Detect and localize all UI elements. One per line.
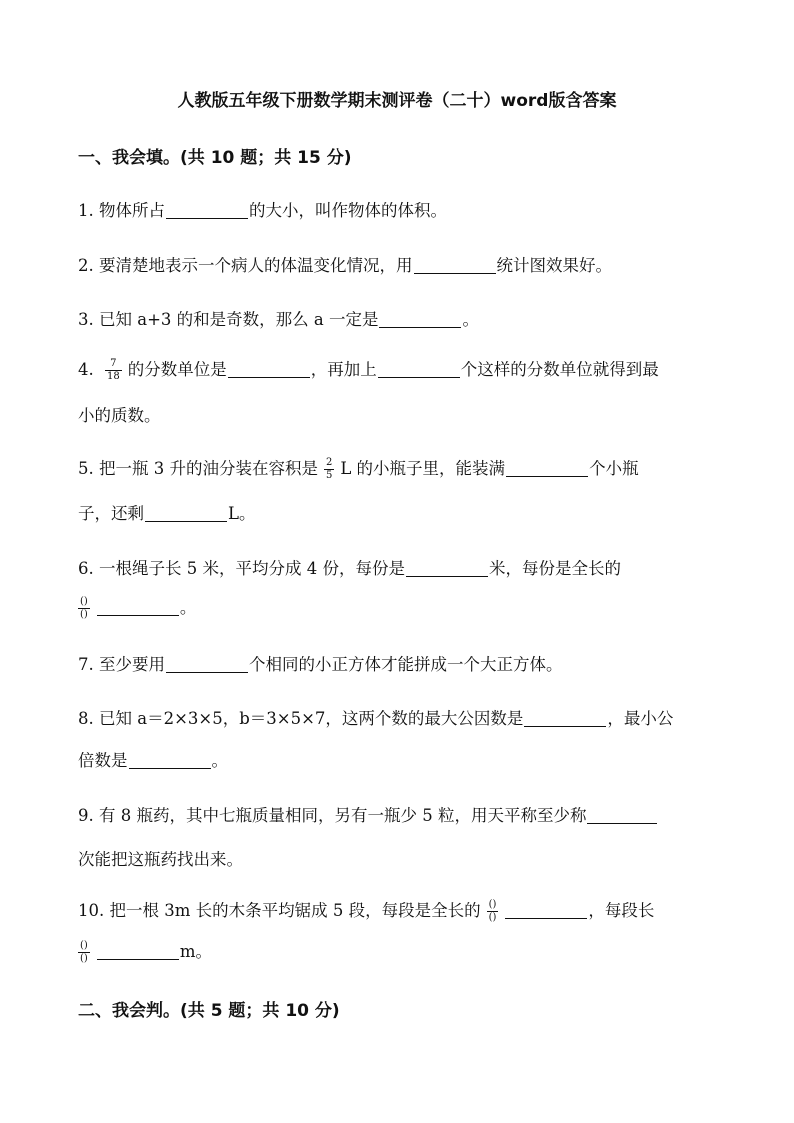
question-text: 2. 要清楚地表示一个病人的体温变化情况，用 bbox=[78, 256, 413, 275]
answer-blank[interactable] bbox=[129, 752, 211, 770]
fraction bbox=[487, 899, 499, 924]
question-8-continued bbox=[78, 747, 228, 771]
answer-blank[interactable] bbox=[414, 257, 496, 275]
fraction bbox=[324, 457, 334, 482]
question-text: 个相同的小正方体才能拼成一个大正方体。 bbox=[249, 655, 563, 674]
question-text: 5. 把一瓶 3 升的油分装在容积是 bbox=[78, 459, 318, 478]
question-text: 个小瓶 bbox=[589, 459, 639, 478]
question-1 bbox=[78, 197, 447, 221]
question-text: m。 bbox=[179, 942, 212, 961]
fraction-denominator: () bbox=[80, 953, 88, 964]
answer-blank[interactable] bbox=[166, 202, 248, 220]
question-text: 7. 至少要用 bbox=[78, 655, 165, 674]
question-5 bbox=[78, 455, 639, 482]
question-text: 。 bbox=[211, 751, 228, 770]
question-3 bbox=[78, 306, 479, 330]
question-number: 4. bbox=[78, 360, 94, 379]
question-text: 米，每份是全长的 bbox=[488, 559, 621, 578]
question-5-continued bbox=[78, 500, 255, 524]
fraction-denominator: () bbox=[488, 912, 497, 923]
question-9 bbox=[78, 802, 658, 826]
question-text: ，最小公 bbox=[607, 709, 674, 728]
question-2 bbox=[78, 252, 612, 276]
answer-blank[interactable] bbox=[97, 943, 179, 961]
question-text: 的大小，叫作物体的体积。 bbox=[249, 201, 447, 220]
question-4 bbox=[78, 356, 659, 383]
question-text: 1. 物体所占 bbox=[78, 201, 165, 220]
answer-blank[interactable] bbox=[166, 656, 248, 674]
fraction-denominator: 5 bbox=[325, 470, 333, 481]
question-9-continued: 次能把这瓶药找出来。 bbox=[78, 850, 243, 869]
question-text: 9. 有 8 瓶药，其中七瓶质量相同，另有一瓶少 5 粒，用天平称至少称 bbox=[78, 806, 587, 825]
answer-blank[interactable] bbox=[228, 361, 310, 379]
question-text: ，每段长 bbox=[588, 901, 655, 920]
fraction bbox=[78, 940, 90, 965]
question-text: 倍数是 bbox=[78, 751, 128, 770]
fraction bbox=[105, 358, 122, 383]
fraction-numerator: () bbox=[80, 596, 88, 607]
question-text: 。 bbox=[462, 310, 479, 329]
question-text: 统计图效果好。 bbox=[496, 256, 612, 275]
answer-blank[interactable] bbox=[97, 599, 179, 617]
question-4-continued: 小的质数。 bbox=[78, 406, 161, 425]
answer-blank[interactable] bbox=[379, 311, 461, 329]
question-text: ，再加上 bbox=[310, 360, 377, 379]
question-text: 6. 一根绳子长 5 米，平均分成 4 份，每份是 bbox=[78, 559, 405, 578]
question-8 bbox=[78, 705, 673, 729]
page-title: 人教版五年级下册数学期末测评卷（二十）word版含答案 bbox=[177, 91, 617, 111]
answer-blank[interactable] bbox=[406, 560, 488, 578]
question-6 bbox=[78, 555, 621, 579]
answer-blank[interactable] bbox=[378, 361, 460, 379]
section-heading-fill: 一、我会填。(共 10 题；共 15 分) bbox=[78, 148, 352, 168]
question-10-continued bbox=[72, 938, 212, 965]
answer-blank[interactable] bbox=[524, 710, 606, 728]
answer-blank[interactable] bbox=[506, 460, 588, 478]
question-text: 8. 已知 a＝2×3×5，b＝3×5×7，这两个数的最大公因数是 bbox=[78, 709, 524, 728]
fraction-numerator: 2 bbox=[325, 457, 333, 468]
question-text: 3. 已知 a+3 的和是奇数，那么 a 一定是 bbox=[78, 310, 379, 329]
question-text: L。 bbox=[228, 504, 256, 523]
answer-blank[interactable] bbox=[145, 505, 227, 523]
fraction-numerator: () bbox=[488, 899, 497, 910]
question-text: 子，还剩 bbox=[78, 504, 144, 523]
question-10 bbox=[78, 897, 654, 924]
question-text: 10. 把一根 3m 长的木条平均锯成 5 段，每段是全长的 bbox=[78, 901, 481, 920]
fraction bbox=[78, 596, 90, 621]
question-7 bbox=[78, 651, 563, 675]
answer-blank[interactable] bbox=[505, 902, 587, 920]
section-heading-judge: 二、我会判。(共 5 题；共 10 分) bbox=[78, 1001, 340, 1021]
fraction-denominator: 18 bbox=[107, 371, 120, 382]
answer-blank[interactable] bbox=[587, 807, 657, 825]
fraction-numerator: 7 bbox=[105, 358, 122, 371]
question-text: 的分数单位是 bbox=[127, 360, 227, 379]
question-6-continued bbox=[72, 594, 196, 621]
question-text: L 的小瓶子里，能装满 bbox=[340, 459, 506, 478]
question-text: 。 bbox=[179, 598, 197, 617]
question-text: 个这样的分数单位就得到最 bbox=[460, 360, 659, 379]
fraction-denominator: () bbox=[80, 609, 88, 620]
fraction-numerator: () bbox=[80, 940, 88, 951]
